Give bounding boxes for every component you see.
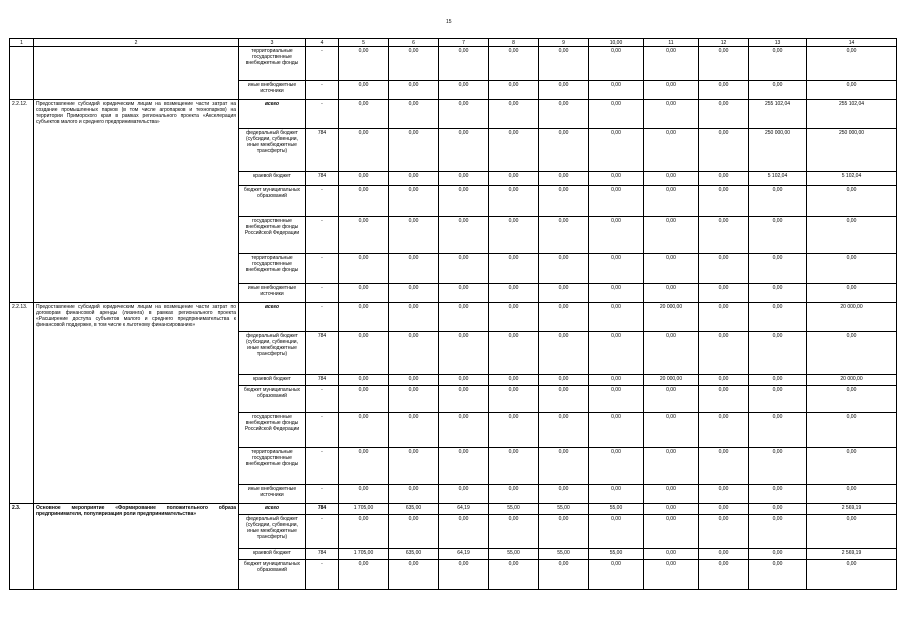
amount-cell: 0,00: [489, 284, 539, 303]
amount-cell: 0,00: [699, 254, 749, 284]
amount-cell: 0,00: [389, 303, 439, 332]
amount-cell: 0,00: [489, 303, 539, 332]
budget-code: -: [306, 284, 339, 303]
amount-cell: 0,00: [644, 81, 699, 100]
budget-code: 784: [306, 504, 339, 515]
amount-cell: 0,00: [439, 47, 489, 81]
page-number: 15: [446, 19, 452, 25]
amount-cell: 0,00: [389, 129, 439, 172]
amount-cell: 0,00: [339, 386, 389, 413]
amount-cell: 0,00: [389, 386, 439, 413]
amount-cell: 0,00: [644, 172, 699, 186]
amount-cell: 0,00: [699, 81, 749, 100]
amount-cell: 0,00: [749, 217, 807, 254]
header-cell: 12: [699, 39, 749, 47]
amount-cell: 0,00: [389, 413, 439, 448]
amount-cell: 0,00: [749, 413, 807, 448]
amount-cell: 0,00: [489, 81, 539, 100]
amount-cell: 0,00: [699, 172, 749, 186]
funding-source: всего: [239, 100, 306, 129]
header-row: [10, 39, 897, 47]
amount-cell: 0,00: [807, 254, 897, 284]
amount-cell: 0,00: [489, 515, 539, 549]
amount-cell: 0,00: [699, 332, 749, 375]
amount-cell: 0,00: [807, 413, 897, 448]
amount-cell: 55,00: [539, 549, 589, 560]
amount-cell: 55,00: [589, 504, 644, 515]
budget-code: -: [306, 515, 339, 549]
amount-cell: 0,00: [389, 47, 439, 81]
amount-cell: 0,00: [807, 284, 897, 303]
amount-cell: 0,00: [807, 515, 897, 549]
amount-cell: 0,00: [589, 100, 644, 129]
amount-cell: 0,00: [339, 81, 389, 100]
amount-cell: 20 000,00: [644, 303, 699, 332]
amount-cell: 0,00: [489, 129, 539, 172]
funding-source: иные внебюджетные источники: [239, 485, 306, 504]
budget-table: [9, 38, 897, 590]
amount-cell: 5 102,04: [749, 172, 807, 186]
amount-cell: 0,00: [539, 332, 589, 375]
amount-cell: 0,00: [644, 332, 699, 375]
amount-cell: 0,00: [439, 485, 489, 504]
amount-cell: 0,00: [699, 284, 749, 303]
amount-cell: 0,00: [439, 100, 489, 129]
amount-cell: 0,00: [439, 172, 489, 186]
amount-cell: 0,00: [699, 549, 749, 560]
amount-cell: 2 569,19: [807, 549, 897, 560]
amount-cell: 635,00: [389, 549, 439, 560]
amount-cell: 0,00: [389, 375, 439, 386]
amount-cell: 0,00: [644, 560, 699, 590]
amount-cell: 0,00: [749, 186, 807, 217]
amount-cell: 0,00: [339, 47, 389, 81]
budget-code: -: [306, 47, 339, 81]
funding-source: федеральный бюджет (субсидии, субвенции, иные межбюджетные трансферты): [239, 515, 306, 549]
funding-source: государственные внебюджетные фонды Российской Федерации: [239, 217, 306, 254]
amount-cell: 0,00: [749, 254, 807, 284]
amount-cell: 0,00: [589, 386, 644, 413]
amount-cell: 0,00: [589, 217, 644, 254]
amount-cell: 0,00: [339, 448, 389, 485]
amount-cell: 0,00: [539, 448, 589, 485]
budget-code: 784: [306, 375, 339, 386]
amount-cell: 0,00: [539, 375, 589, 386]
amount-cell: 0,00: [489, 332, 539, 375]
amount-cell: 0,00: [589, 172, 644, 186]
amount-cell: 255 102,04: [749, 100, 807, 129]
amount-cell: 0,00: [699, 375, 749, 386]
amount-cell: 0,00: [749, 375, 807, 386]
amount-cell: 0,00: [749, 332, 807, 375]
amount-cell: 0,00: [589, 254, 644, 284]
amount-cell: 0,00: [749, 515, 807, 549]
amount-cell: 0,00: [699, 129, 749, 172]
item-name: Предоставление субсидий юридическим лицам на возмещение части затрат на создание промышленных парков (в том числе агропарков и технопарков) на территории Приморского края в рамках регионального проекта «Акселерация субъектов малого и среднего предпринимательства»: [34, 100, 239, 303]
funding-source: территориальные государственные внебюджетные фонды: [239, 254, 306, 284]
amount-cell: 0,00: [699, 515, 749, 549]
budget-code: -: [306, 303, 339, 332]
amount-cell: 0,00: [699, 413, 749, 448]
amount-cell: 0,00: [489, 375, 539, 386]
amount-cell: 0,00: [749, 448, 807, 485]
amount-cell: 0,00: [699, 47, 749, 81]
amount-cell: 0,00: [539, 254, 589, 284]
item-number: [10, 47, 34, 100]
item-number: 2.2.12.: [10, 100, 34, 303]
amount-cell: 0,00: [749, 303, 807, 332]
budget-code: -: [306, 448, 339, 485]
amount-cell: 0,00: [539, 386, 589, 413]
amount-cell: 55,00: [489, 549, 539, 560]
amount-cell: 0,00: [439, 375, 489, 386]
funding-source: государственные внебюджетные фонды Российской Федерации: [239, 413, 306, 448]
amount-cell: 0,00: [489, 448, 539, 485]
funding-source: краевой бюджет: [239, 549, 306, 560]
amount-cell: 0,00: [539, 129, 589, 172]
amount-cell: 255 102,04: [807, 100, 897, 129]
amount-cell: 0,00: [644, 47, 699, 81]
amount-cell: 0,00: [807, 47, 897, 81]
amount-cell: 0,00: [489, 254, 539, 284]
amount-cell: 2 569,19: [807, 504, 897, 515]
amount-cell: 0,00: [749, 81, 807, 100]
amount-cell: 0,00: [489, 413, 539, 448]
amount-cell: 0,00: [339, 284, 389, 303]
amount-cell: 0,00: [644, 254, 699, 284]
table-row: [10, 303, 897, 332]
amount-cell: 0,00: [489, 386, 539, 413]
header-cell: 13: [749, 39, 807, 47]
amount-cell: 0,00: [539, 485, 589, 504]
budget-code: -: [306, 81, 339, 100]
amount-cell: 55,00: [589, 549, 644, 560]
amount-cell: 0,00: [439, 386, 489, 413]
budget-code: -: [306, 386, 339, 413]
budget-code: 784: [306, 332, 339, 375]
amount-cell: 0,00: [589, 81, 644, 100]
amount-cell: 0,00: [644, 129, 699, 172]
amount-cell: 0,00: [589, 129, 644, 172]
amount-cell: 0,00: [489, 485, 539, 504]
item-name: Основное мероприятие «Формирование положительного образа предпринимателя, популяризация роли предпринимательства»: [34, 504, 239, 590]
amount-cell: 0,00: [699, 485, 749, 504]
amount-cell: 0,00: [339, 332, 389, 375]
amount-cell: 0,00: [339, 186, 389, 217]
amount-cell: 0,00: [439, 448, 489, 485]
header-cell: 9: [539, 39, 589, 47]
amount-cell: 0,00: [539, 47, 589, 81]
amount-cell: 0,00: [489, 560, 539, 590]
header-cell: 2: [34, 39, 239, 47]
amount-cell: 0,00: [489, 217, 539, 254]
amount-cell: 0,00: [539, 303, 589, 332]
funding-source: всего: [239, 303, 306, 332]
funding-source: иные внебюджетные источники: [239, 284, 306, 303]
amount-cell: 0,00: [807, 560, 897, 590]
amount-cell: 0,00: [389, 254, 439, 284]
amount-cell: 0,00: [389, 485, 439, 504]
amount-cell: 250 000,00: [749, 129, 807, 172]
item-number: 2.3.: [10, 504, 34, 590]
amount-cell: 0,00: [644, 549, 699, 560]
amount-cell: 0,00: [489, 100, 539, 129]
amount-cell: 0,00: [589, 375, 644, 386]
funding-source: бюджет муниципальных образований: [239, 386, 306, 413]
amount-cell: 0,00: [807, 448, 897, 485]
amount-cell: 250 000,00: [807, 129, 897, 172]
item-name: [34, 47, 239, 100]
budget-code: -: [306, 217, 339, 254]
item-number: 2.2.13.: [10, 303, 34, 504]
amount-cell: 0,00: [589, 186, 644, 217]
funding-source: территориальные государственные внебюджетные фонды: [239, 47, 306, 81]
funding-source: краевой бюджет: [239, 172, 306, 186]
amount-cell: 0,00: [339, 413, 389, 448]
amount-cell: 0,00: [589, 485, 644, 504]
funding-source: краевой бюджет: [239, 375, 306, 386]
amount-cell: 0,00: [699, 386, 749, 413]
amount-cell: 64,19: [439, 504, 489, 515]
amount-cell: 0,00: [539, 413, 589, 448]
table-row: [10, 47, 897, 81]
amount-cell: 0,00: [699, 186, 749, 217]
amount-cell: 0,00: [699, 504, 749, 515]
amount-cell: 0,00: [644, 448, 699, 485]
amount-cell: 0,00: [339, 485, 389, 504]
amount-cell: 0,00: [699, 560, 749, 590]
amount-cell: 0,00: [807, 217, 897, 254]
amount-cell: 0,00: [749, 504, 807, 515]
amount-cell: 0,00: [644, 413, 699, 448]
amount-cell: 0,00: [539, 100, 589, 129]
amount-cell: 0,00: [589, 413, 644, 448]
amount-cell: 0,00: [589, 303, 644, 332]
header-cell: 3: [239, 39, 306, 47]
amount-cell: 0,00: [807, 386, 897, 413]
amount-cell: 0,00: [749, 549, 807, 560]
amount-cell: 0,00: [339, 515, 389, 549]
amount-cell: 0,00: [489, 172, 539, 186]
amount-cell: 20 000,00: [807, 303, 897, 332]
amount-cell: 64,19: [439, 549, 489, 560]
amount-cell: 0,00: [807, 186, 897, 217]
header-cell: 8: [489, 39, 539, 47]
amount-cell: 0,00: [339, 560, 389, 590]
amount-cell: 0,00: [589, 332, 644, 375]
amount-cell: 0,00: [439, 129, 489, 172]
table-row: [10, 100, 897, 129]
header-cell: 5: [339, 39, 389, 47]
budget-code: -: [306, 100, 339, 129]
amount-cell: 0,00: [439, 303, 489, 332]
amount-cell: 0,00: [389, 515, 439, 549]
amount-cell: 0,00: [389, 186, 439, 217]
funding-source: федеральный бюджет (субсидии, субвенции, иные межбюджетные трансферты): [239, 129, 306, 172]
amount-cell: 0,00: [807, 332, 897, 375]
budget-code: -: [306, 413, 339, 448]
amount-cell: 0,00: [389, 100, 439, 129]
amount-cell: 55,00: [489, 504, 539, 515]
header-cell: 1: [10, 39, 34, 47]
budget-code: -: [306, 254, 339, 284]
amount-cell: 1 705,00: [339, 504, 389, 515]
amount-cell: 5 102,04: [807, 172, 897, 186]
amount-cell: 0,00: [439, 284, 489, 303]
amount-cell: 55,00: [539, 504, 589, 515]
amount-cell: 0,00: [339, 172, 389, 186]
amount-cell: 0,00: [644, 485, 699, 504]
amount-cell: 20 000,00: [644, 375, 699, 386]
amount-cell: 0,00: [439, 560, 489, 590]
amount-cell: 0,00: [699, 303, 749, 332]
amount-cell: 0,00: [749, 560, 807, 590]
budget-code: -: [306, 560, 339, 590]
amount-cell: 0,00: [644, 100, 699, 129]
amount-cell: 0,00: [439, 186, 489, 217]
funding-source: бюджет муниципальных образований: [239, 560, 306, 590]
amount-cell: 0,00: [644, 217, 699, 254]
header-cell: 14: [807, 39, 897, 47]
amount-cell: 0,00: [439, 217, 489, 254]
amount-cell: 0,00: [389, 172, 439, 186]
amount-cell: 0,00: [439, 332, 489, 375]
amount-cell: 0,00: [439, 515, 489, 549]
funding-source: федеральный бюджет (субсидии, субвенции, иные межбюджетные трансферты): [239, 332, 306, 375]
budget-code: -: [306, 186, 339, 217]
header-cell: 11: [644, 39, 699, 47]
amount-cell: 0,00: [644, 284, 699, 303]
amount-cell: 0,00: [439, 413, 489, 448]
amount-cell: 0,00: [589, 515, 644, 549]
amount-cell: 0,00: [749, 485, 807, 504]
amount-cell: 0,00: [589, 448, 644, 485]
amount-cell: 0,00: [749, 47, 807, 81]
amount-cell: 0,00: [389, 332, 439, 375]
amount-cell: 0,00: [807, 81, 897, 100]
amount-cell: 1 705,00: [339, 549, 389, 560]
amount-cell: 0,00: [749, 284, 807, 303]
budget-code: 784: [306, 129, 339, 172]
table-row: [10, 504, 897, 515]
amount-cell: 0,00: [589, 560, 644, 590]
amount-cell: 0,00: [539, 284, 589, 303]
amount-cell: 0,00: [339, 375, 389, 386]
amount-cell: 0,00: [339, 254, 389, 284]
amount-cell: 0,00: [439, 254, 489, 284]
amount-cell: 0,00: [699, 100, 749, 129]
amount-cell: 0,00: [489, 186, 539, 217]
amount-cell: 0,00: [339, 100, 389, 129]
header-cell: 4: [306, 39, 339, 47]
amount-cell: 20 000,00: [807, 375, 897, 386]
amount-cell: 0,00: [339, 217, 389, 254]
amount-cell: 0,00: [699, 217, 749, 254]
amount-cell: 0,00: [539, 560, 589, 590]
header-cell: 6: [389, 39, 439, 47]
amount-cell: 0,00: [389, 217, 439, 254]
amount-cell: 0,00: [699, 448, 749, 485]
amount-cell: 0,00: [539, 217, 589, 254]
amount-cell: 0,00: [749, 386, 807, 413]
header-cell: 10,00: [589, 39, 644, 47]
amount-cell: 0,00: [389, 560, 439, 590]
amount-cell: 0,00: [644, 386, 699, 413]
amount-cell: 0,00: [807, 485, 897, 504]
funding-source: иные внебюджетные источники: [239, 81, 306, 100]
amount-cell: 0,00: [589, 284, 644, 303]
amount-cell: 0,00: [539, 172, 589, 186]
amount-cell: 0,00: [644, 186, 699, 217]
amount-cell: 0,00: [339, 129, 389, 172]
amount-cell: 0,00: [644, 504, 699, 515]
amount-cell: 635,00: [389, 504, 439, 515]
amount-cell: 0,00: [339, 303, 389, 332]
amount-cell: 0,00: [644, 515, 699, 549]
budget-code: 784: [306, 172, 339, 186]
budget-code: 784: [306, 549, 339, 560]
amount-cell: 0,00: [389, 284, 439, 303]
amount-cell: 0,00: [539, 81, 589, 100]
funding-source: бюджет муниципальных образований: [239, 186, 306, 217]
amount-cell: 0,00: [589, 47, 644, 81]
amount-cell: 0,00: [439, 81, 489, 100]
amount-cell: 0,00: [489, 47, 539, 81]
amount-cell: 0,00: [389, 81, 439, 100]
amount-cell: 0,00: [539, 515, 589, 549]
funding-source: территориальные государственные внебюджетные фонды: [239, 448, 306, 485]
item-name: Предоставление субсидий юридическим лицам на возмещение части затрат по договорам финансовой аренды (лизинга) в рамках регионального проекта «Расширение доступа субъектов малого и среднего предпринимательства к финансовой поддержке, в том числе к льготному финансированию»: [34, 303, 239, 504]
amount-cell: 0,00: [539, 186, 589, 217]
budget-code: -: [306, 485, 339, 504]
amount-cell: 0,00: [389, 448, 439, 485]
funding-source: всего: [239, 504, 306, 515]
header-cell: 7: [439, 39, 489, 47]
